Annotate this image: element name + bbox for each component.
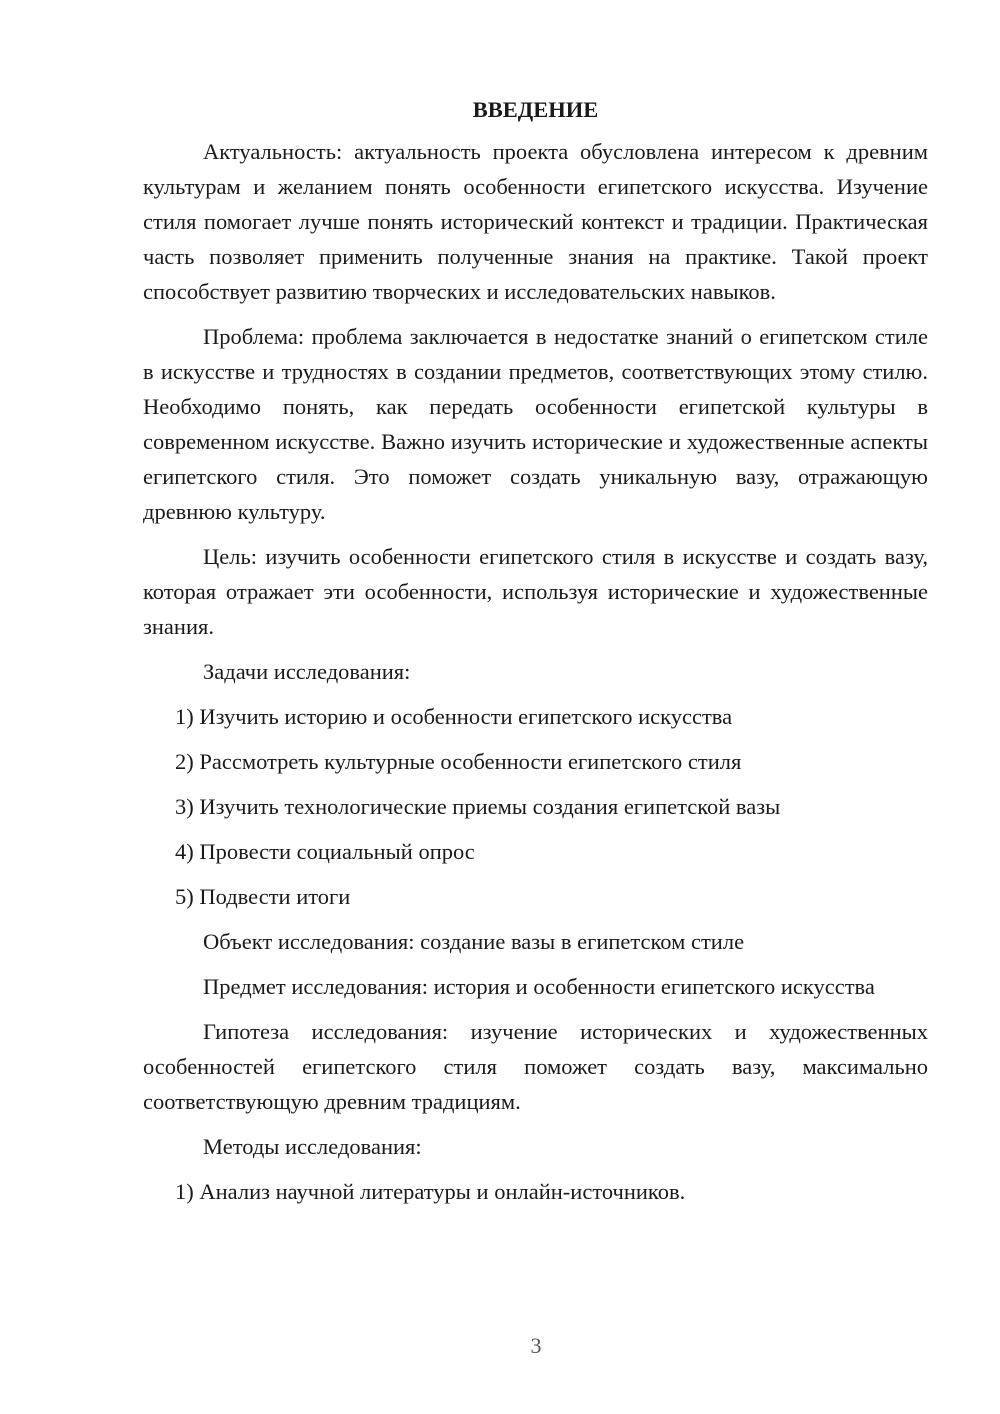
task-item-3: 3) Изучить технологические приемы создания египетской вазы	[175, 794, 781, 819]
paragraph-relevance: Актуальность: актуальность проекта обусловлена интересом к древним культурам и желанием понять особенности египетского искусства. Изучение стиля помогает лучше понять исторический контекст и традиции. Практическая часть позволяет применить полученные знания на практике. Такой проект способствует развитию творческих и исследовательских навыков.	[143, 139, 928, 304]
section-title: ВВЕДЕНИЕ	[472, 97, 599, 122]
paragraph-hypothesis: Гипотеза исследования: изучение исторических и художественных особенностей египетского стиля поможет создать вазу, максимально соответствующую древним традициям.	[143, 1019, 928, 1114]
page-number: 3	[530, 1333, 542, 1358]
task-item-1: 1) Изучить историю и особенности египетского искусства	[175, 704, 733, 729]
document-page	[143, 92, 928, 1219]
paragraph-problem: Проблема: проблема заключается в недостатке знаний о египетском стиле в искусстве и трудностях в создании предметов, соответствующих этому стилю. Необходимо понять, как передать особенности египетской культуры в современном искусстве. Важно изучить исторические и художественные аспекты египетского стиля. Это поможет создать уникальную вазу, отражающую древнюю культуру.	[143, 324, 928, 524]
task-item-4: 4) Провести социальный опрос	[175, 839, 475, 864]
paragraph-object: Объект исследования: создание вазы в египетском стиле	[203, 929, 745, 954]
method-item-1: 1) Анализ научной литературы и онлайн-источников.	[175, 1179, 686, 1204]
paragraph-goal: Цель: изучить особенности египетского стиля в искусстве и создать вазу, которая отражает эти особенности, используя исторические и художественные знания.	[143, 544, 928, 639]
task-item-5: 5) Подвести итоги	[175, 884, 351, 909]
paragraph-tasks-heading: Задачи исследования:	[203, 659, 411, 684]
task-item-2: 2) Рассмотреть культурные особенности египетского стиля	[175, 749, 742, 774]
paragraph-methods-heading: Методы исследования:	[203, 1134, 422, 1159]
paragraph-subject: Предмет исследования: история и особенности египетского искусства	[203, 974, 875, 999]
